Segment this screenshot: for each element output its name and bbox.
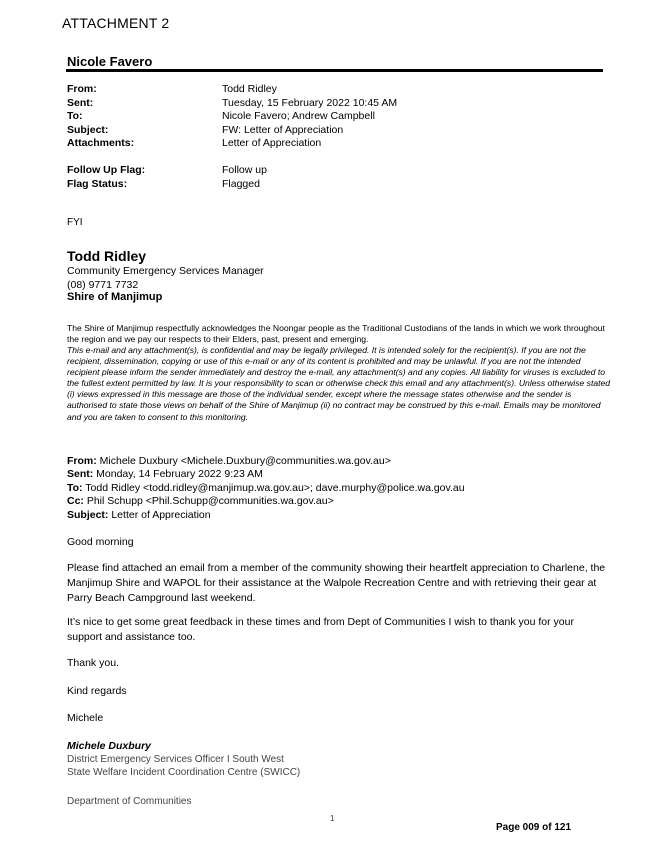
attachment-label: ATTACHMENT 2 xyxy=(62,15,170,31)
signature2-title: District Emergency Services Officer I South West xyxy=(67,754,284,765)
header-to-value: Nicole Favero; Andrew Campbell xyxy=(222,110,375,122)
header-to-label: To: xyxy=(67,110,83,122)
forwarded-sent-label: Sent: xyxy=(67,468,94,480)
forwarded-cc-value[interactable]: Phil Schupp <Phil.Schupp@communities.wa.gov.au> xyxy=(86,495,334,507)
flag-status-label: Flag Status: xyxy=(67,178,128,190)
forwarded-cc-label: Cc: xyxy=(67,495,84,507)
sender-name: Nicole Favero xyxy=(67,54,153,69)
header-from-value: Todd Ridley xyxy=(222,83,277,95)
header-from-row xyxy=(67,83,567,97)
signature2-name: Michele Duxbury xyxy=(67,740,152,752)
forwarded-subject-value: Letter of Appreciation xyxy=(111,509,211,521)
body-greeting: Good morning xyxy=(67,536,134,548)
body-first-name: Michele xyxy=(67,712,104,724)
signature2-centre: State Welfare Incident Coordination Centre (SWICC) xyxy=(67,767,301,778)
header-sent-value: Tuesday, 15 February 2022 10:45 AM xyxy=(222,97,398,109)
page-number: 1 xyxy=(330,814,335,823)
header-attachments-value[interactable]: Letter of Appreciation xyxy=(222,137,322,149)
forwarded-sent-value: Monday, 14 February 2022 9:23 AM xyxy=(96,468,263,480)
header-from-label: From: xyxy=(67,83,97,95)
header-subject-label: Subject: xyxy=(67,124,109,136)
acknowledgement-text: The Shire of Manjimup respectfully acknowledges the Noongar people as the Traditional Custodians of the lands in which we work throughout the region and we pay our respects to their Elders, past, present and emerging. xyxy=(67,323,605,344)
header-to-row xyxy=(67,110,567,124)
forwarded-sent xyxy=(67,468,263,480)
flag-status-row xyxy=(67,178,567,192)
body-paragraph-1: Please find attached an email from a member of the community showing their heartfelt appreciation to Charlene, the Manjimup Shire and WAPOL for their assistance at the Walpole Recreation Centre and with retrieving their gear at Parry Beach Campground last weekend. xyxy=(67,562,606,604)
fyi-text: FYI xyxy=(67,217,83,228)
body-regards: Kind regards xyxy=(67,685,127,697)
header-subject-row xyxy=(67,124,567,138)
forwarded-from-label: From: xyxy=(67,455,97,467)
forwarded-subject-label: Subject: xyxy=(67,509,109,521)
header-sent-label: Sent: xyxy=(67,97,94,109)
body-thanks: Thank you. xyxy=(67,657,119,669)
header-attachments-label: Attachments: xyxy=(67,137,135,149)
follow-up-flag-value: Follow up xyxy=(222,164,267,176)
forwarded-to xyxy=(67,482,465,494)
signature-name: Todd Ridley xyxy=(67,248,147,264)
disclaimer-text: This e-mail and any attachment(s), is confidential and may be legally privileged. It is intended solely for the recipient(s). If you are not the recipient, dissemination, copying or use of this e-mail or any of its content is prohibited and may be unlawful. If you are not the intended recipient please inform the sender immediately and destroy the e-mail, any attachment(s) and any copies. All liability for viruses is excluded to the fullest extent permitted by law. It is your responsibility to scan or otherwise check this email and any attachment(s). Unless otherwise stated (i) views expressed in this message are those of the individual sender, except where the message states otherwise and the sender is authorised to state those views on behalf of the Shire of Manjimup (ii) no contract may be construed by this e-mail. Emails may be monitored and you are taken to consent to this monitoring. xyxy=(67,345,611,422)
signature-phone: (08) 9771 7732 xyxy=(67,279,139,291)
signature-org: Shire of Manjimup xyxy=(67,291,163,303)
header-attachments-row xyxy=(67,137,567,151)
forwarded-to-label: To: xyxy=(67,482,83,494)
header-sent-row xyxy=(67,97,567,111)
signature2-dept: Department of Communities xyxy=(67,796,192,807)
forwarded-to-value[interactable]: Todd Ridley <todd.ridley@manjimup.wa.gov.au>; dave.murphy@police.wa.gov.au xyxy=(85,482,465,494)
forwarded-from xyxy=(67,455,391,467)
header-rule xyxy=(66,69,603,72)
page-footer: Page 009 of 121 xyxy=(496,822,572,833)
body-paragraph-2: It’s nice to get some great feedback in these times and from Dept of Communities I wish to thank you for your support and assistance too. xyxy=(67,616,574,643)
forwarded-subject xyxy=(67,509,211,521)
header-subject-value: FW: Letter of Appreciation xyxy=(222,124,344,136)
follow-up-flag-label: Follow Up Flag: xyxy=(67,164,146,176)
flag-status-value: Flagged xyxy=(222,178,260,190)
forwarded-from-value[interactable]: Michele Duxbury <Michele.Duxbury@communities.wa.gov.au> xyxy=(99,455,391,467)
follow-up-flag-row xyxy=(67,164,567,178)
signature-title: Community Emergency Services Manager xyxy=(67,265,264,277)
forwarded-cc xyxy=(67,495,334,507)
